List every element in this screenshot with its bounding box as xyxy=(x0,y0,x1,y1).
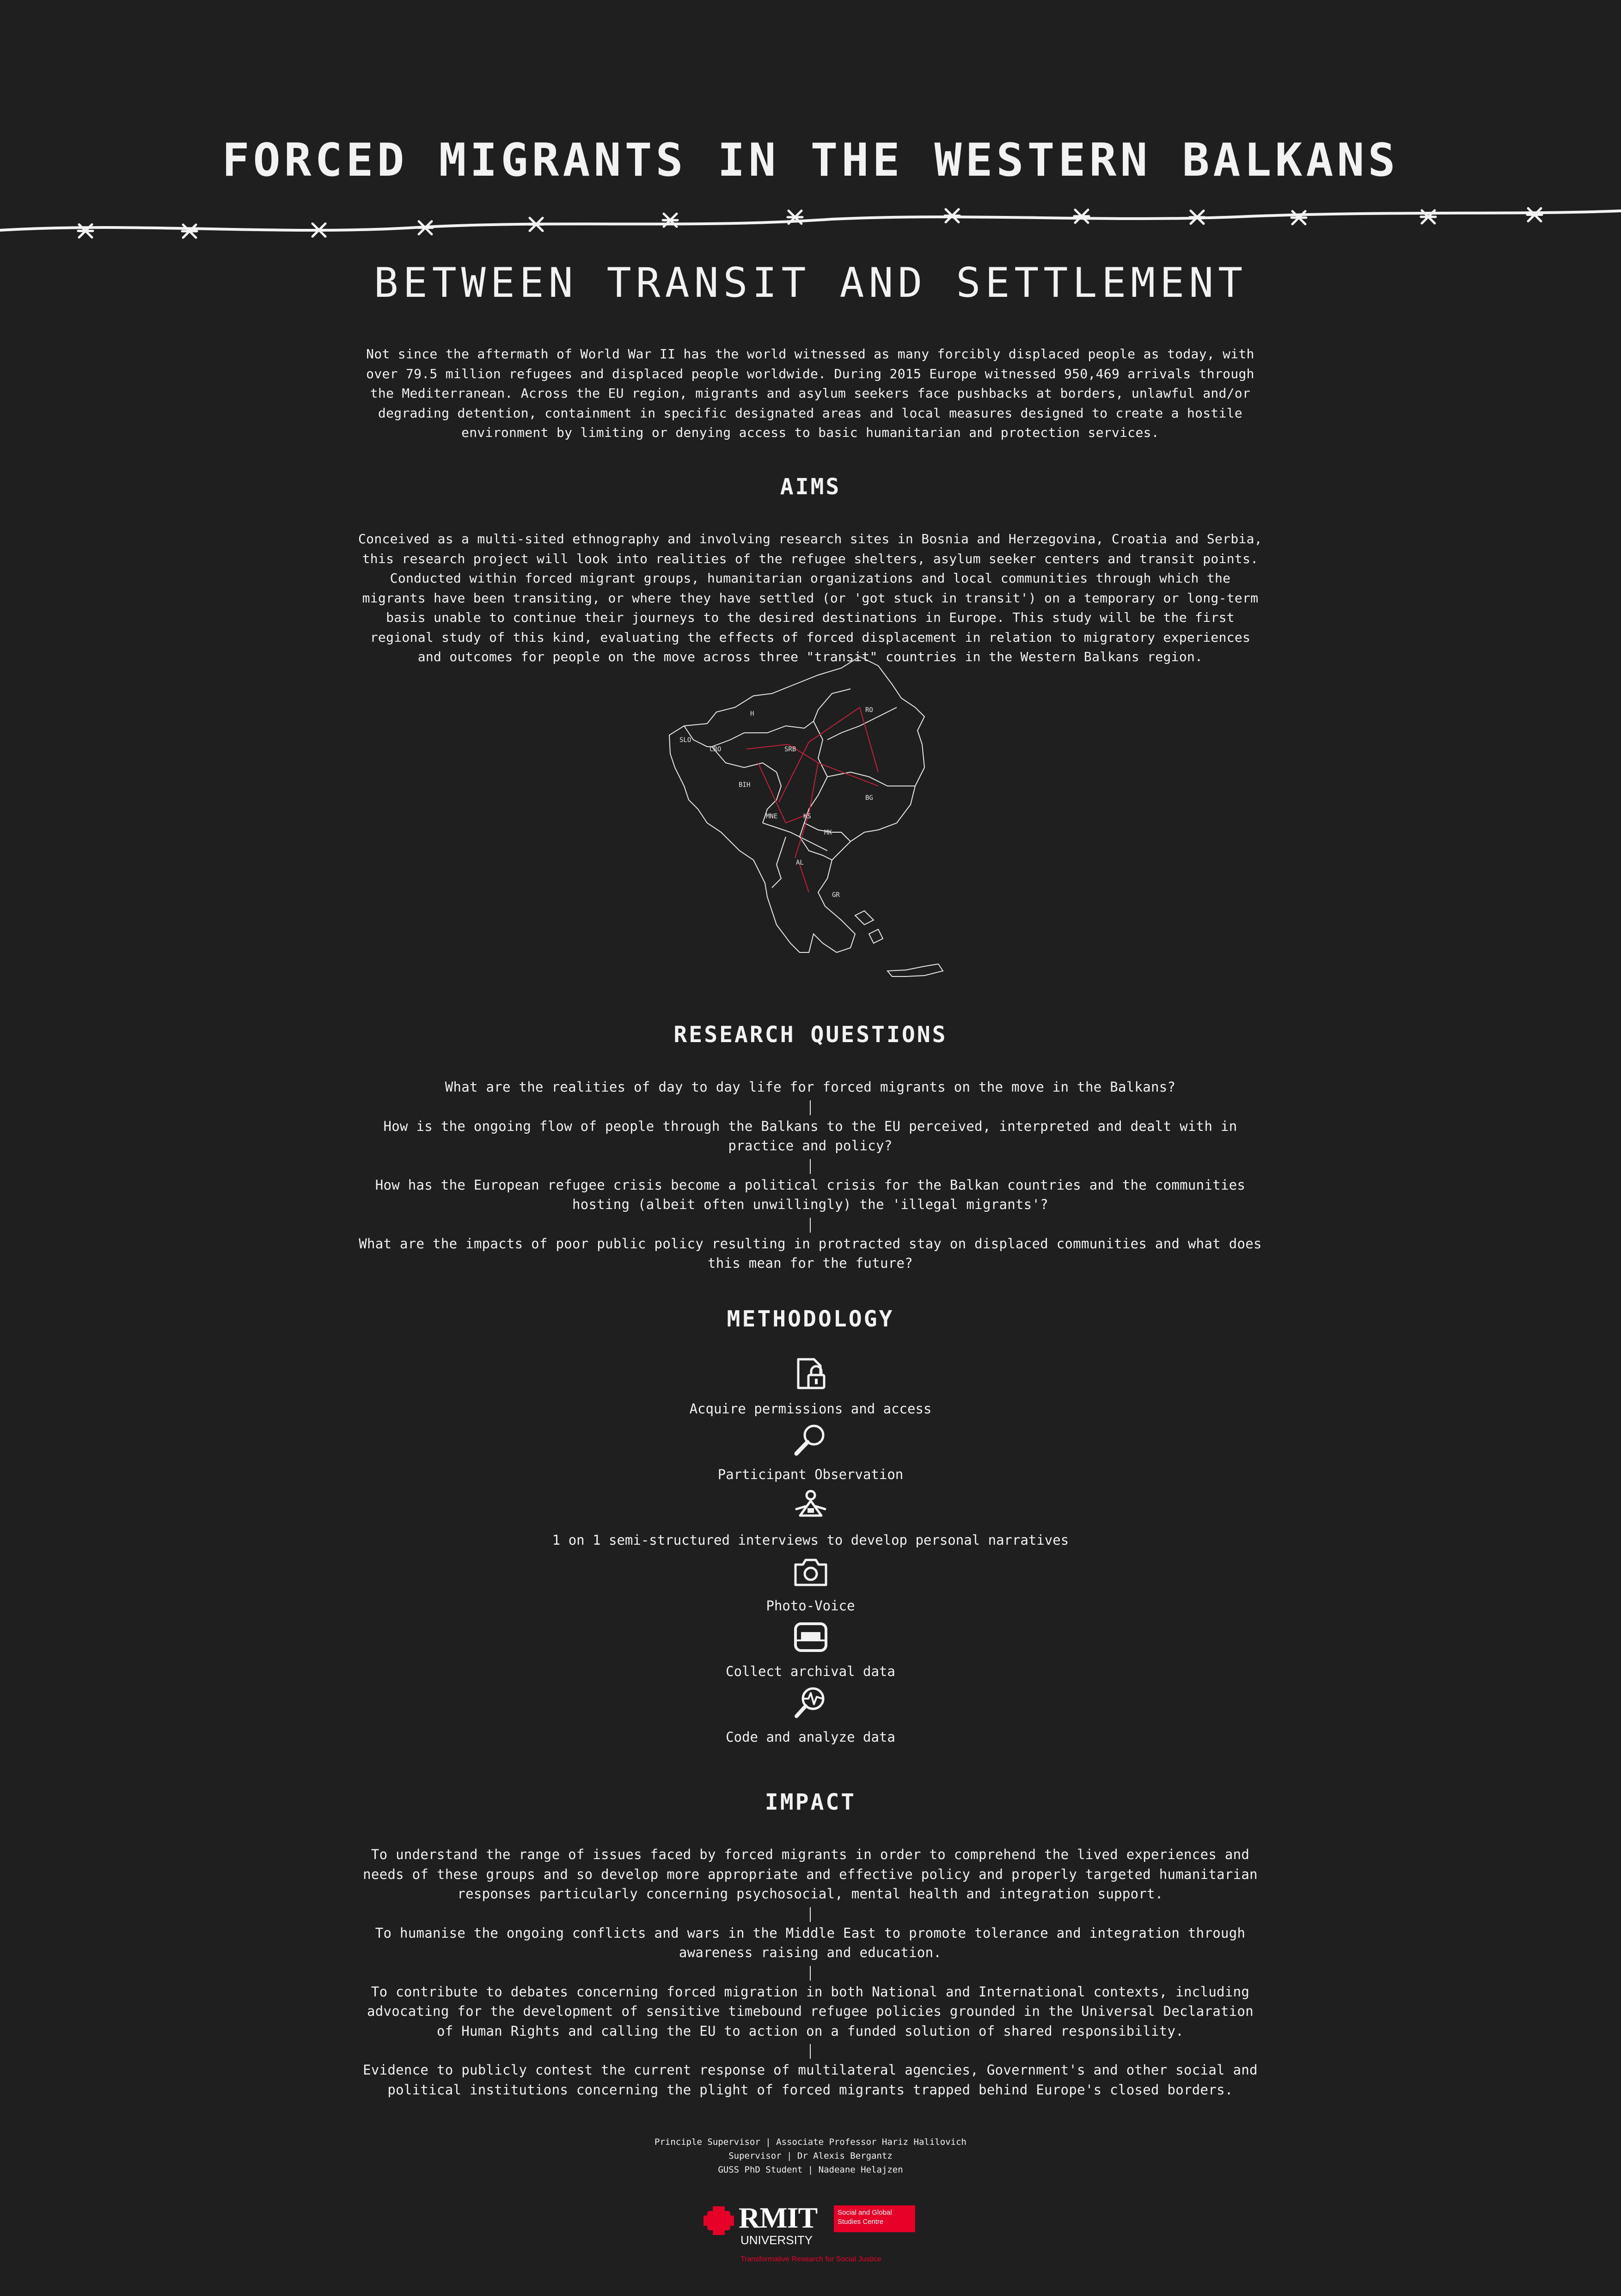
credits-block xyxy=(0,2135,1621,2177)
rmit-tagline: Transformative Research for Social Justice xyxy=(740,2255,881,2263)
credit-supervisor: Supervisor | Dr Alexis Bergantz xyxy=(728,2151,893,2161)
methodology-item-permissions xyxy=(0,1355,1621,1417)
credit-principal-supervisor: Principle Supervisor | Associate Professor Hariz Halilovich xyxy=(655,2137,966,2147)
poster-title: FORCED MIGRANTS IN THE WESTERN BALKANS xyxy=(222,134,1399,187)
research-question-2: How is the ongoing flow of people through the Balkans to the EU perceived, interpreted and dealt with in practice and policy? xyxy=(383,1118,1237,1154)
question-separator xyxy=(355,1097,1266,1117)
map-label-bg: BG xyxy=(865,794,873,802)
magnifier-icon xyxy=(790,1420,832,1462)
impact-list xyxy=(355,1845,1266,2100)
analysis-icon xyxy=(790,1683,832,1725)
impact-separator xyxy=(355,1904,1266,1923)
aims-paragraph: Conceived as a multi-sited ethnography and involving research sites in Bosnia and Herzegovina, Croatia and Serbia, this research project will look into realities of the refugee shelters, asylum seeker centers and transit points. Conducted within forced migrant groups, humanitarian organizations and local communities through which the migrants have been transiting, or where they have settled (or 'got stuck in transit') on a temporary or long-term basis unable to continue their journeys to the desired destinations in Europe. This study will be the first regional study of this kind, evaluating the effects of forced displacement in relation to migratory experiences and outcomes for people on the move across three "transit" countries in the Western Balkans region. xyxy=(358,531,1262,664)
credit-student: GUSS PhD Student | Nadeane Helajzen xyxy=(718,2165,903,2175)
methodology-label: Photo-Voice xyxy=(766,1598,855,1614)
question-separator xyxy=(355,1156,1266,1175)
question-separator xyxy=(355,1215,1266,1234)
map-label-h: H xyxy=(750,710,754,718)
camera-icon xyxy=(790,1552,832,1593)
research-question-1: What are the realities of day to day life for forced migrants on the move in the Balkans? xyxy=(445,1079,1176,1095)
methodology-label: 1 on 1 semi-structured interviews to develop personal narratives xyxy=(552,1532,1069,1548)
archive-box-icon xyxy=(790,1617,832,1659)
barbed-wire-divider xyxy=(0,199,1621,250)
impact-heading: IMPACT xyxy=(765,1789,856,1815)
aims-heading: AIMS xyxy=(780,474,841,500)
research-questions-heading: RESEARCH QUESTIONS xyxy=(673,1022,948,1048)
methodology-heading: METHODOLOGY xyxy=(727,1306,894,1332)
centre-badge-line2: Studies Centre xyxy=(838,2218,884,2226)
map-label-ro: RO xyxy=(865,706,873,714)
migration-routes xyxy=(746,707,878,892)
map-label-al: AL xyxy=(796,859,804,866)
impact-item-3: To contribute to debates concerning forced migration in both National and International contexts, including advocating for the development of sensitive timebound refugee policies grounded in the Universal Declaration of Human Rights and calling the EU to action on a funded solution of shared responsibility. xyxy=(367,1983,1254,2039)
interview-person-icon xyxy=(790,1486,832,1528)
map-label-mk: MK xyxy=(824,829,832,836)
methodology-item-photovoice xyxy=(0,1552,1621,1614)
methodology-item-observation xyxy=(0,1420,1621,1482)
research-question-3: How has the European refugee crisis become a political crisis for the Balkan countries and the communities hosting (albeit often unwillingly) the 'illegal migrants'? xyxy=(375,1177,1246,1212)
centre-badge-line1: Social and Global xyxy=(838,2209,892,2216)
impact-item-2: To humanise the ongoing conflicts and wars in the Middle East to promote tolerance and integration through awareness raising and education. xyxy=(375,1925,1246,1960)
poster-subtitle: BETWEEN TRANSIT AND SETTLEMENT xyxy=(373,259,1248,307)
centre-badge xyxy=(834,2205,915,2232)
research-question-4: What are the impacts of poor public policy resulting in protracted stay on displaced communities and what does this mean for the future? xyxy=(359,1235,1262,1271)
rmit-logo xyxy=(703,2201,924,2270)
impact-separator xyxy=(355,2041,1266,2060)
map-label-srb: SRB xyxy=(784,746,796,753)
research-questions-list xyxy=(355,1077,1266,1273)
methodology-label: Code and analyze data xyxy=(726,1729,895,1745)
rmit-university-label: UNIVERSITY xyxy=(740,2233,813,2247)
map-label-gr: GR xyxy=(832,891,840,899)
methodology-label: Participant Observation xyxy=(717,1467,904,1482)
rmit-pixel-mark xyxy=(703,2204,735,2237)
impact-item-1: To understand the range of issues faced by forced migrants in order to comprehend the lived experiences and needs of these groups and so develop more appropriate and effective policy and properly targeted humanitarian responses particularly concerning psychosocial, mental health and integration support. xyxy=(363,1847,1258,1902)
methodology-item-interviews xyxy=(0,1486,1621,1548)
methodology-item-analysis xyxy=(0,1683,1621,1745)
impact-separator xyxy=(355,1963,1266,1982)
balkans-map xyxy=(666,647,961,989)
methodology-label: Acquire permissions and access xyxy=(689,1401,932,1417)
impact-item-4: Evidence to publicly contest the current response of multilateral agencies, Government's and other social and political institutions concerning the plight of forced migrants trapped behind Europe's closed borders. xyxy=(363,2062,1258,2098)
map-label-ks: KS xyxy=(803,813,811,820)
lock-document-icon xyxy=(790,1355,832,1396)
map-label-slo: SLO xyxy=(679,737,691,744)
map-label-bih: BIH xyxy=(739,781,751,789)
rmit-wordmark: RMIT xyxy=(739,2201,818,2234)
map-label-mne: MNE xyxy=(766,813,778,820)
map-label-cro: CRO xyxy=(710,746,722,753)
methodology-item-archival xyxy=(0,1617,1621,1679)
intro-paragraph: Not since the aftermath of World War II has the world witnessed as many forcibly displaced people as today, with over 79.5 million refugees and displaced people worldwide. During 2015 Europe witnessed 950,469 arrivals through the Mediterranean. Across the EU region, migrants and asylum seekers face pushbacks at borders, unlawful and/or degrading detention, containment in specific designated areas and local measures designed to create a hostile environment by limiting or denying access to basic humanitarian and protection services. xyxy=(366,346,1254,440)
methodology-label: Collect archival data xyxy=(726,1664,895,1679)
